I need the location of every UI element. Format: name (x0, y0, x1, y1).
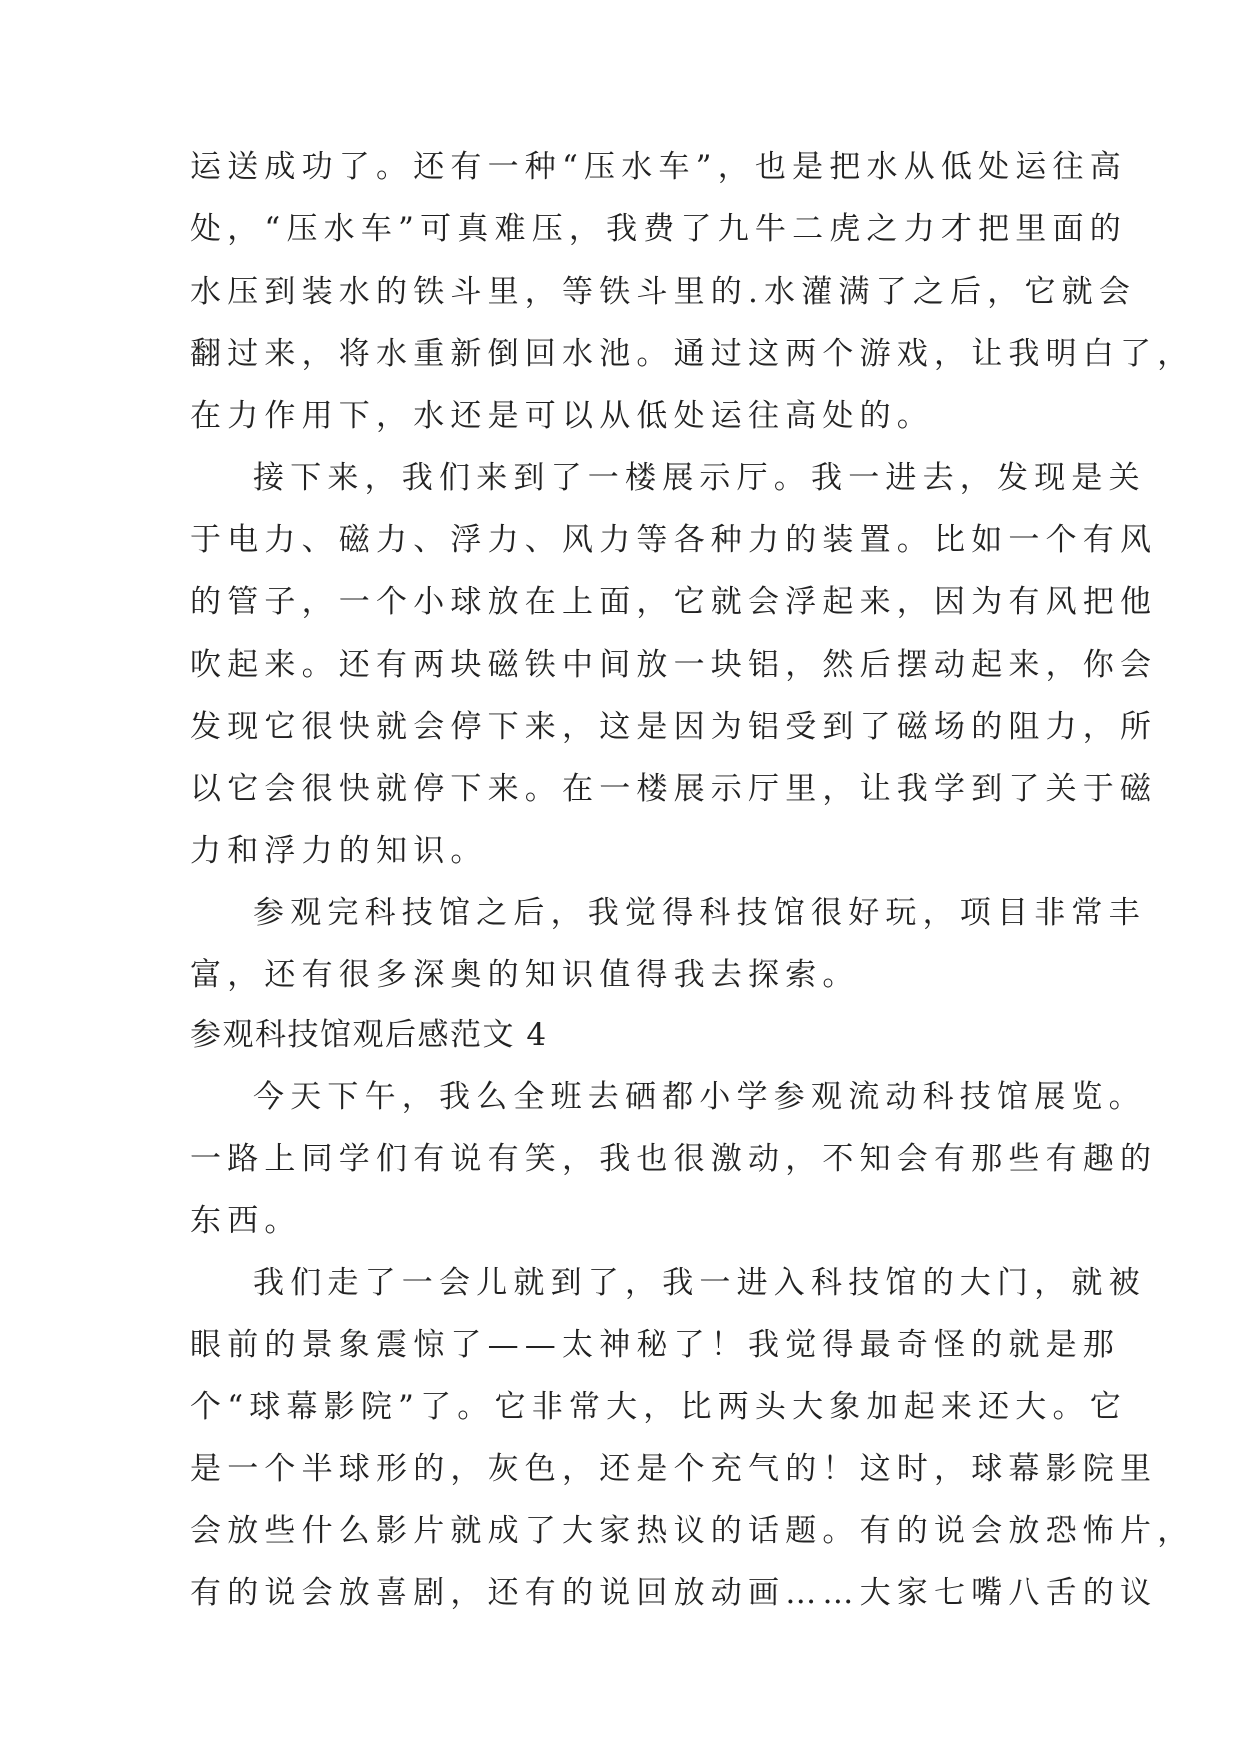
text-line: 会放些什么影片就成了大家热议的话题。有的说会放恐怖片， (190, 1513, 1195, 1549)
paragraph-first-line: 今天下午，我么全班去硒都小学参观流动科技馆展览。 (253, 1079, 1146, 1115)
text-line: 翻过来，将水重新倒回水池。通过这两个游戏，让我明白了， (190, 336, 1195, 372)
text-line: 以它会很快就停下来。在一楼展示厅里，让我学到了关于磁 (190, 771, 1158, 807)
paragraph-first-line: 参观完科技馆之后，我觉得科技馆很好玩，项目非常丰 (253, 895, 1146, 931)
text-line: 运送成功了。还有一种“压水车”，也是把水从低处运往高 (190, 149, 1127, 185)
text-line: 于电力、磁力、浮力、风力等各种力的装置。比如一个有风 (190, 522, 1158, 558)
text-line: 是一个半球形的，灰色，还是个充气的！这时，球幕影院里 (190, 1451, 1158, 1487)
text-line: 的管子，一个小球放在上面，它就会浮起来，因为有风把他 (190, 584, 1158, 620)
text-line: 处，“压水车”可真难压，我费了九牛二虎之力才把里面的 (190, 211, 1127, 247)
text-line: 在力作用下，水还是可以从低处运往高处的。 (190, 398, 934, 434)
text-line: 发现它很快就会停下来，这是因为铝受到了磁场的阻力，所 (190, 709, 1158, 745)
text-line: 一路上同学们有说有笑，我也很激动，不知会有那些有趣的 (190, 1141, 1158, 1177)
section-heading: 参观科技馆观后感范文 4 (190, 1017, 548, 1053)
paragraph-first-line: 我们走了一会儿就到了，我一进入科技馆的大门，就被 (253, 1265, 1146, 1301)
paragraph-first-line: 接下来，我们来到了一楼展示厅。我一进去，发现是关 (253, 460, 1146, 496)
text-line: 富，还有很多深奥的知识值得我去探索。 (190, 957, 860, 993)
text-line: 有的说会放喜剧，还有的说回放动画……大家七嘴八舌的议 (190, 1575, 1158, 1611)
text-line: 水压到装水的铁斗里，等铁斗里的.水灌满了之后，它就会 (190, 274, 1137, 310)
text-line: 个“球幕影院”了。它非常大，比两头大象加起来还大。它 (190, 1389, 1127, 1425)
text-line: 东西。 (190, 1203, 302, 1239)
text-line: 力和浮力的知识。 (190, 833, 488, 869)
text-line: 眼前的景象震惊了——太神秘了！我觉得最奇怪的就是那 (190, 1327, 1120, 1363)
text-line: 吹起来。还有两块磁铁中间放一块铝，然后摆动起来，你会 (190, 647, 1158, 683)
